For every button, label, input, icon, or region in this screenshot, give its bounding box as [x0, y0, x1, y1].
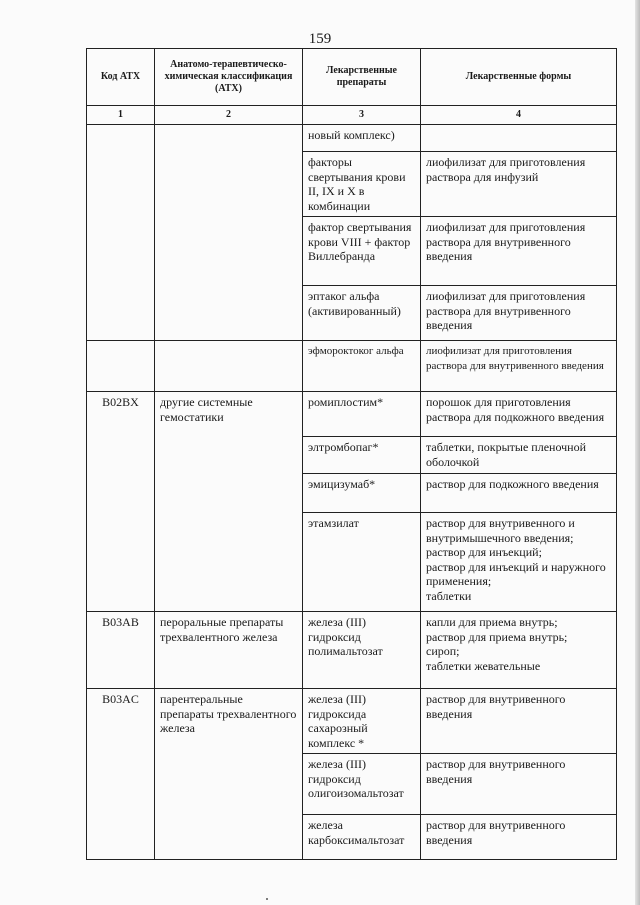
form-cell: раствор для внутривенного введения	[421, 689, 617, 754]
form-cell: раствор для внутривенного введения	[421, 815, 617, 860]
form-cell: лиофилизат для приготовления раствора для внутривенного введения	[421, 217, 617, 286]
drug-cell: эфмороктоког альфа	[303, 341, 421, 392]
drug-cell: элтромбопаг*	[303, 437, 421, 474]
code-cell	[87, 341, 155, 392]
table-row	[87, 341, 617, 392]
classification-cell	[155, 125, 303, 341]
drug-cell: железа (III) гидроксида сахарозный комплекс *	[303, 689, 421, 754]
form-cell: порошок для приготовления раствора для подкожного введения	[421, 392, 617, 437]
table-row	[87, 392, 617, 437]
drug-cell: железа (III) гидроксид полимальтозат	[303, 612, 421, 689]
scan-dot	[266, 898, 268, 900]
drug-cell: фактор свертывания крови VIII + фактор Виллебранда	[303, 217, 421, 286]
form-cell: раствор для внутривенного и внутримышечного введения; раствор для инъекций; раствор для инъекций и наружного применения; таблетки	[421, 513, 617, 612]
form-cell	[421, 125, 617, 152]
page-number: 159	[308, 31, 332, 47]
table-row	[87, 689, 617, 754]
atx-table	[86, 48, 617, 860]
drug-cell: эптаког альфа (активированный)	[303, 286, 421, 341]
table-row	[87, 612, 617, 689]
form-cell: капли для приема внутрь; раствор для приема внутрь; сироп; таблетки жевательные	[421, 612, 617, 689]
drug-cell: железа карбоксимальтозат	[303, 815, 421, 860]
classification-cell: другие системные гемостатики	[155, 392, 303, 612]
drug-cell: факторы свертывания крови II, IX и X в комбинации	[303, 152, 421, 217]
drug-cell: железа (III) гидроксид олигоизомальтозат	[303, 754, 421, 815]
column-number-2: 2	[155, 106, 303, 125]
form-cell: раствор для подкожного введения	[421, 474, 617, 513]
header-forms: Лекарственные формы	[421, 49, 617, 106]
header-code: Код АТХ	[87, 49, 155, 106]
form-cell: лиофилизат для приготовления раствора для внутривенного введения	[421, 341, 617, 392]
column-number-1: 1	[87, 106, 155, 125]
drug-cell: эмицизумаб*	[303, 474, 421, 513]
code-cell: B03AC	[87, 689, 155, 860]
classification-cell: пероральные препараты трехвалентного железа	[155, 612, 303, 689]
column-number-3: 3	[303, 106, 421, 125]
header-drugs: Лекарственные препараты	[303, 49, 421, 106]
code-cell: B02BX	[87, 392, 155, 612]
scan-edge-shadow	[635, 0, 640, 905]
form-cell: лиофилизат для приготовления раствора для внутривенного введения	[421, 286, 617, 341]
classification-cell: парентеральные препараты трехвалентного железа	[155, 689, 303, 860]
drug-cell: этамзилат	[303, 513, 421, 612]
code-cell: B03AB	[87, 612, 155, 689]
drug-cell: новый комплекс)	[303, 125, 421, 152]
column-number-4: 4	[421, 106, 617, 125]
classification-cell	[155, 341, 303, 392]
form-cell: раствор для внутривенного введения	[421, 754, 617, 815]
form-cell: лиофилизат для приготовления раствора для инфузий	[421, 152, 617, 217]
form-cell: таблетки, покрытые пленочной оболочкой	[421, 437, 617, 474]
table-row	[87, 125, 617, 152]
code-cell	[87, 125, 155, 341]
drug-cell: ромиплостим*	[303, 392, 421, 437]
header-classification: Анатомо-терапевтическо-химическая классификация (АТХ)	[155, 49, 303, 106]
